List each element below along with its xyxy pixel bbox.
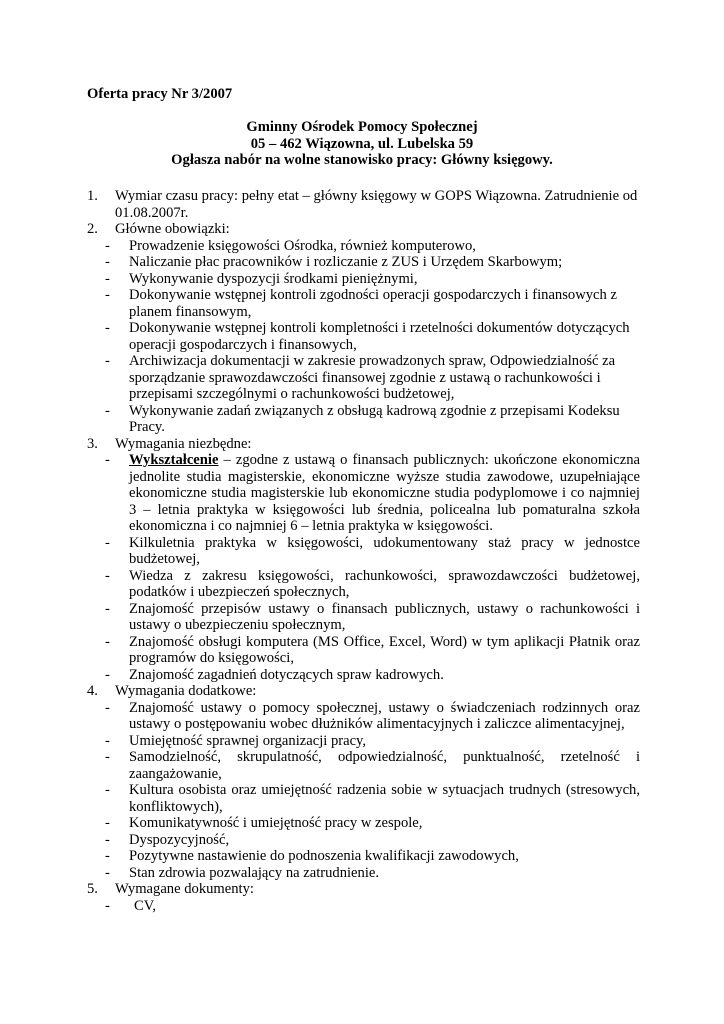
dash-marker: - <box>105 353 110 369</box>
section-heading: Wymagane dokumenty: <box>115 881 254 897</box>
dash-marker: - <box>105 600 110 617</box>
dash-marker: - <box>105 848 110 864</box>
dash-marker: - <box>105 699 110 716</box>
list-item <box>87 452 640 535</box>
list-item-text: Wiedza z zakresu księgowości, rachunkowości, sprawozdawczości budżetowej, podatków i ubezpieczeń społecznych, <box>129 567 640 600</box>
dash-marker: - <box>105 666 110 683</box>
list-item-text: – zgodne z ustawą o finansach publicznych: ukończone ekonomiczna jednolite studia magisterskie, ekonomiczne wyższe studia zawodowe, uzupełniające ekonomiczne studia magisterskie lub ekonomiczne studia podyplomowe i co najmniej 3 – letnia praktyka w księgowości lub średnia, policealna lub pomaturalna szkoła ekonomiczna i co najmniej 6 – letnia praktyka w księgowości. <box>129 452 640 534</box>
section-number: 1. <box>87 188 98 204</box>
section-number: 4. <box>87 683 98 699</box>
dash-marker: - <box>105 815 110 831</box>
documents-list <box>105 897 640 915</box>
list-item <box>87 403 640 436</box>
dash-marker: - <box>105 782 110 798</box>
section-number: 2. <box>87 221 98 237</box>
list-item <box>87 782 640 815</box>
list-item-text: Wykonywanie dyspozycji środkami pieniężnymi, <box>129 270 418 287</box>
list-item <box>87 271 640 288</box>
offer-title: Oferta pracy Nr 3/2007 <box>87 86 233 102</box>
section-heading: Wymagania dodatkowe: <box>115 683 257 699</box>
list-item-text: Znajomość zagadnień dotyczących spraw kadrowych. <box>129 666 444 683</box>
dash-marker: - <box>105 831 110 848</box>
list-item <box>87 832 640 849</box>
dash-marker: - <box>105 534 110 551</box>
list-item-text: Pozytywne nastawienie do podnoszenia kwalifikacji zawodowych, <box>129 848 519 864</box>
list-item <box>87 733 640 750</box>
list-item-text: Kultura osobista oraz umiejętność radzenia sobie w sytuacjach trudnych (stresowych, konfliktowych), <box>129 782 640 815</box>
list-item-text: Stan zdrowia pozwalający na zatrudnienie. <box>129 864 380 881</box>
list-item <box>87 568 640 601</box>
dash-marker: - <box>105 732 110 749</box>
dash-marker: - <box>105 452 110 468</box>
header-block <box>0 119 724 169</box>
list-item-text: Archiwizacja dokumentacji w zakresie prowadzonych spraw, Odpowiedzialność za sporządzanie sprawozdawczości finansowej zgodnie z ustawą o rachunkowości i przepisami szczególnymi o rachunkowości budżetowej, <box>129 353 616 402</box>
list-item <box>87 287 640 320</box>
list-item <box>87 848 640 865</box>
dash-marker: - <box>105 749 110 765</box>
dash-marker: - <box>105 897 110 914</box>
education-label: Wykształcenie <box>129 452 219 468</box>
dash-marker: - <box>105 567 110 584</box>
list-item <box>87 535 640 568</box>
section-heading: Główne obowiązki: <box>115 221 230 237</box>
list-item <box>87 667 640 684</box>
list-item <box>87 815 640 832</box>
list-item <box>87 601 640 634</box>
list-item-text: Kilkuletnia praktyka w księgowości, udokumentowany staż pracy w jednostce budżetowej, <box>129 534 640 567</box>
list-item <box>87 254 640 271</box>
list-item-text: Znajomość ustawy o pomocy społecznej, ustawy o świadczeniach rodzinnych oraz ustawy o postępowaniu wobec dłużników alimentacyjnych i zaliczce alimentacyjnej, <box>129 699 640 732</box>
dash-marker: - <box>105 287 110 303</box>
dash-marker: - <box>105 320 110 336</box>
section-4 <box>87 683 640 881</box>
list-item <box>87 320 640 353</box>
dash-marker: - <box>105 402 110 419</box>
duties-list <box>105 237 640 436</box>
additional-requirements-list <box>105 699 640 882</box>
header-address: 05 – 462 Wiązowna, ul. Lubelska 59 <box>250 135 474 152</box>
section-1 <box>87 188 640 221</box>
header-announcement: Ogłasza nabór na wolne stanowisko pracy: Główny księgowy. <box>171 152 553 168</box>
section-heading: Wymagania niezbędne: <box>115 435 252 452</box>
section-2 <box>87 221 640 436</box>
document-body <box>87 188 640 914</box>
header-institution: Gminny Ośrodek Pomocy Społecznej <box>246 119 478 135</box>
dash-marker: - <box>105 254 110 270</box>
section-number: 3. <box>87 435 98 452</box>
section-5 <box>87 881 640 914</box>
list-item <box>87 865 640 882</box>
list-item-text: Wykonywanie zadań związanych z obsługą kadrową zgodnie z przepisami Kodeksu Pracy. <box>129 402 620 435</box>
list-item <box>87 700 640 733</box>
list-item-text: Znajomość obsługi komputera (MS Office, Excel, Word) w tym aplikacji Płatnik oraz programów do księgowości, <box>129 633 640 666</box>
dash-marker: - <box>105 633 110 650</box>
section-text: Wymiar czasu pracy: pełny etat – główny księgowy w GOPS Wiązowna. Zatrudnienie od 01.08.2007r. <box>115 188 638 221</box>
section-3 <box>87 436 640 684</box>
list-item <box>87 353 640 403</box>
list-item-text: Znajomość przepisów ustawy o finansach publicznych, ustawy o rachunkowości i ustawy o ubezpieczeniu społecznym, <box>129 600 640 633</box>
list-item-text: CV, <box>134 897 157 914</box>
list-item-text: Samodzielność, skrupulatność, odpowiedzialność, punktualność, rzetelność i zaangażowanie, <box>129 749 640 782</box>
list-item-text: Dokonywanie wstępnej kontroli zgodności operacji gospodarczych i finansowych z planem finansowym, <box>129 287 617 320</box>
list-item-text: Umiejętność sprawnej organizacji pracy, <box>129 732 367 749</box>
list-item-text: Naliczanie płac pracowników i rozliczanie z ZUS i Urzędem Skarbowym; <box>129 254 563 270</box>
list-item-text: Dokonywanie wstępnej kontroli kompletności i rzetelności dokumentów dotyczących operacji gospodarczych i finansowych, <box>129 320 630 353</box>
list-item <box>87 749 640 782</box>
dash-marker: - <box>105 864 110 881</box>
section-number: 5. <box>87 881 98 897</box>
list-item-text: Prowadzenie księgowości Ośrodka, również komputerowo, <box>129 237 476 254</box>
requirements-list <box>105 452 640 683</box>
dash-marker: - <box>105 237 110 254</box>
list-item-text: Komunikatywność i umiejętność pracy w zespole, <box>129 815 423 831</box>
list-item-text: Dyspozycyjność, <box>129 831 230 848</box>
dash-marker: - <box>105 270 110 287</box>
list-item <box>87 898 640 915</box>
list-item <box>87 634 640 667</box>
list-item <box>87 238 640 255</box>
